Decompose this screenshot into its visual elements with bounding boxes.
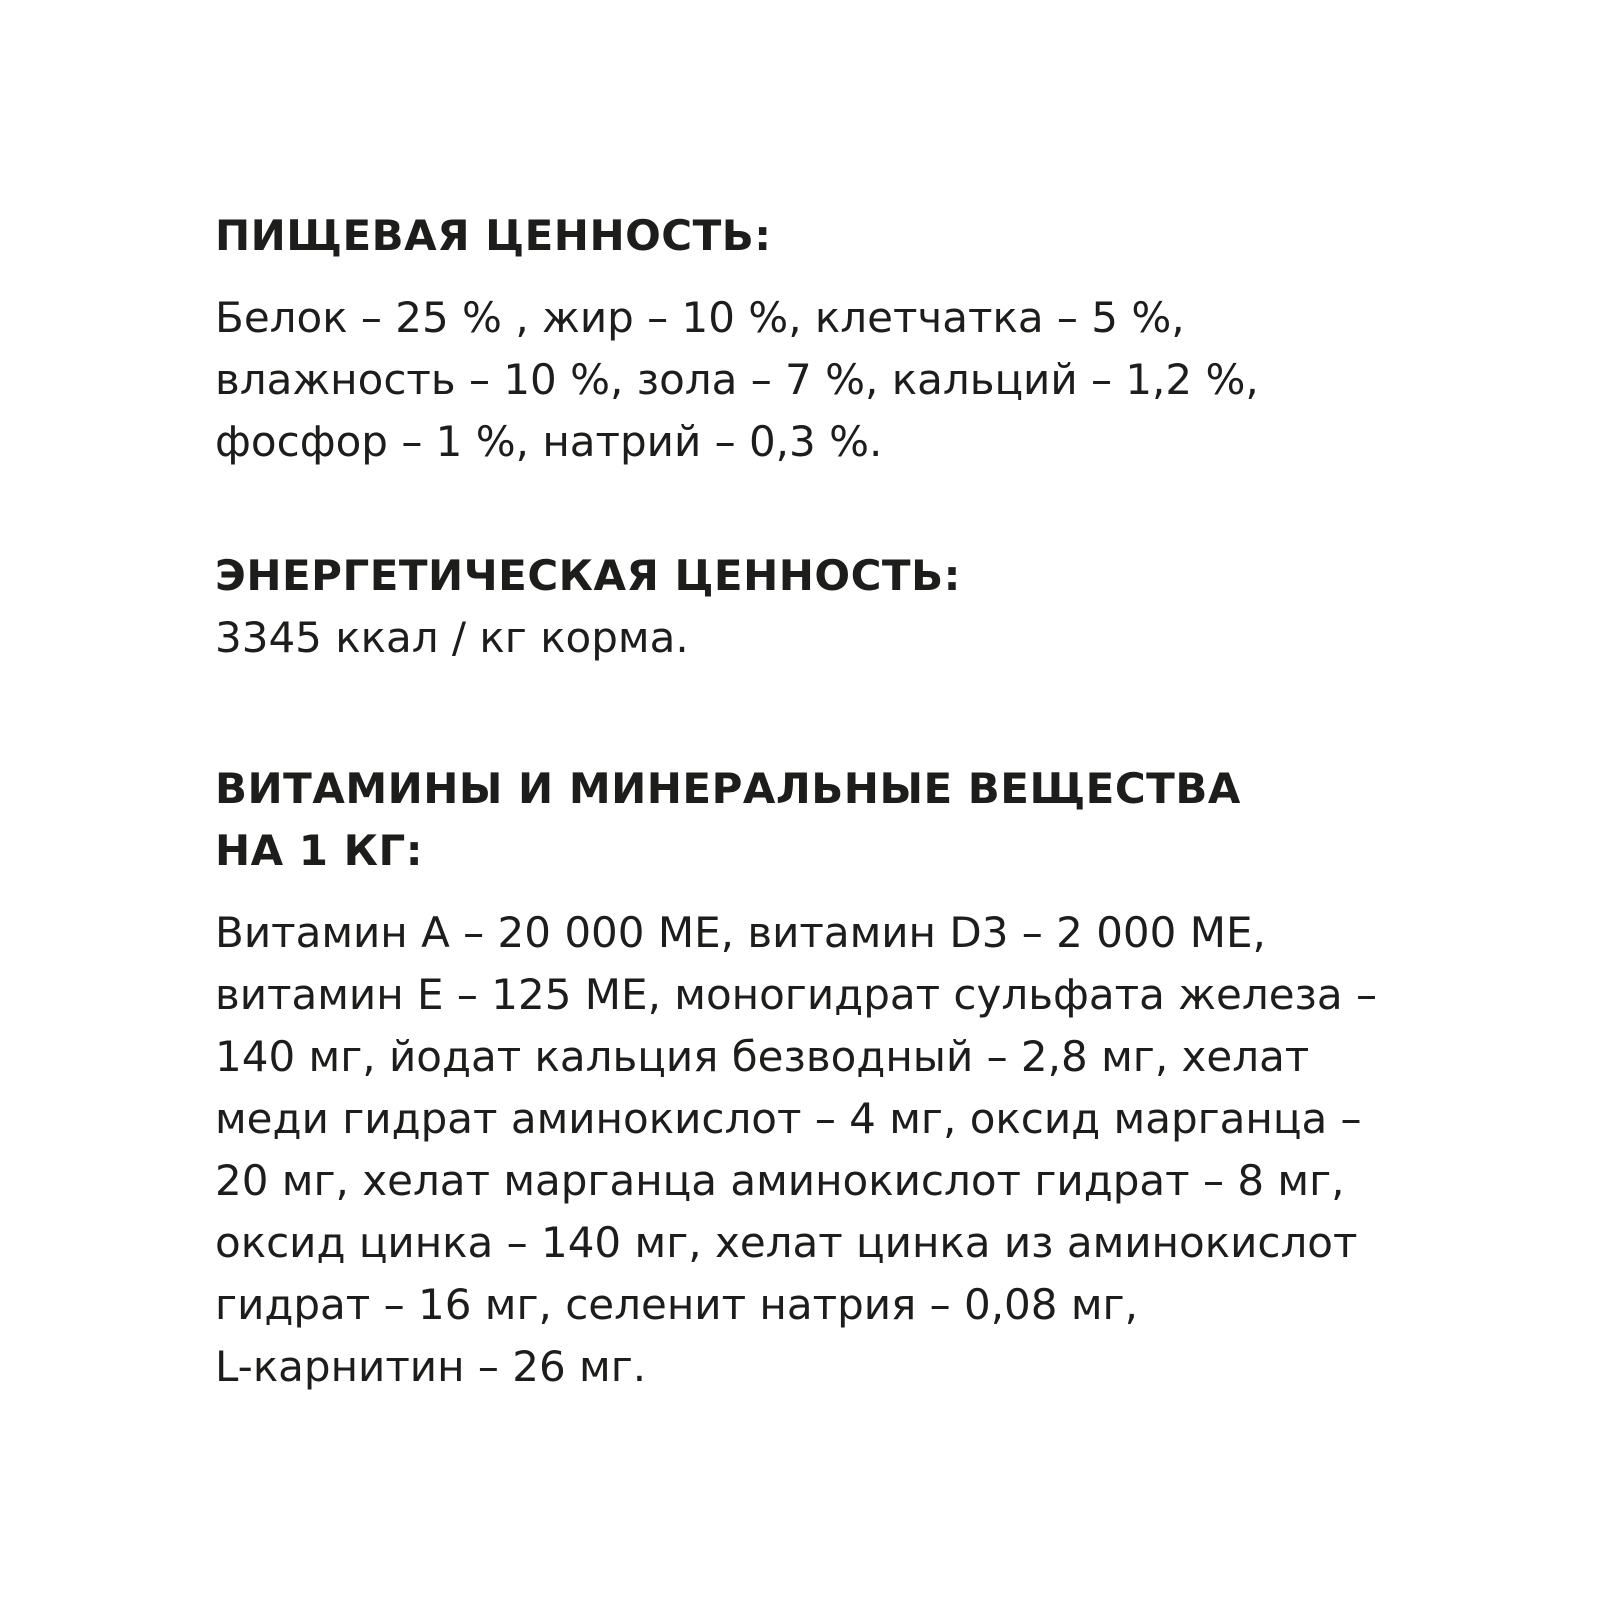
nutrition-text	[215, 287, 1515, 473]
nutrition-section	[215, 205, 1515, 473]
vitamins-line: гидрат – 16 мг, селенит натрия – 0,08 мг,	[215, 1280, 1138, 1329]
vitamins-line: Витамин А – 20 000 МЕ, витамин D3 – 2 000 МЕ,	[215, 908, 1266, 957]
vitamins-line: 140 мг, йодат кальция безводный – 2,8 мг, хелат	[215, 1032, 1310, 1081]
nutrition-line: фосфор – 1 %, натрий – 0,3 %.	[215, 417, 883, 466]
vitamins-heading-line: ВИТАМИНЫ И МИНЕРАЛЬНЫЕ ВЕЩЕСТВА	[215, 764, 1241, 813]
nutrition-heading: ПИЩЕВАЯ ЦЕННОСТЬ:	[215, 211, 772, 260]
vitamins-section	[215, 758, 1515, 1398]
nutrition-line: влажность – 10 %, зола – 7 %, кальций – 1,2 %,	[215, 355, 1259, 404]
energy-line: 3345 ккал / кг корма.	[215, 613, 689, 662]
vitamins-line: 20 мг, хелат марганца аминокислот гидрат – 8 мг,	[215, 1156, 1345, 1205]
vitamins-line: оксид цинка – 140 мг, хелат цинка из аминокислот	[215, 1218, 1358, 1267]
vitamins-line: меди гидрат аминокислот – 4 мг, оксид марганца –	[215, 1094, 1362, 1143]
energy-heading: ЭНЕРГЕТИЧЕСКАЯ ЦЕННОСТЬ:	[215, 551, 961, 600]
nutrition-line: Белок – 25 % , жир – 10 %, клетчатка – 5 %,	[215, 293, 1185, 342]
energy-section	[215, 545, 1515, 669]
vitamins-text	[215, 902, 1515, 1398]
energy-text	[215, 607, 1515, 669]
vitamins-line: витамин Е – 125 МЕ, моногидрат сульфата железа –	[215, 970, 1377, 1019]
vitamins-line: L-карнитин – 26 мг.	[215, 1342, 647, 1391]
vitamins-heading-line: НА 1 КГ:	[215, 826, 424, 875]
